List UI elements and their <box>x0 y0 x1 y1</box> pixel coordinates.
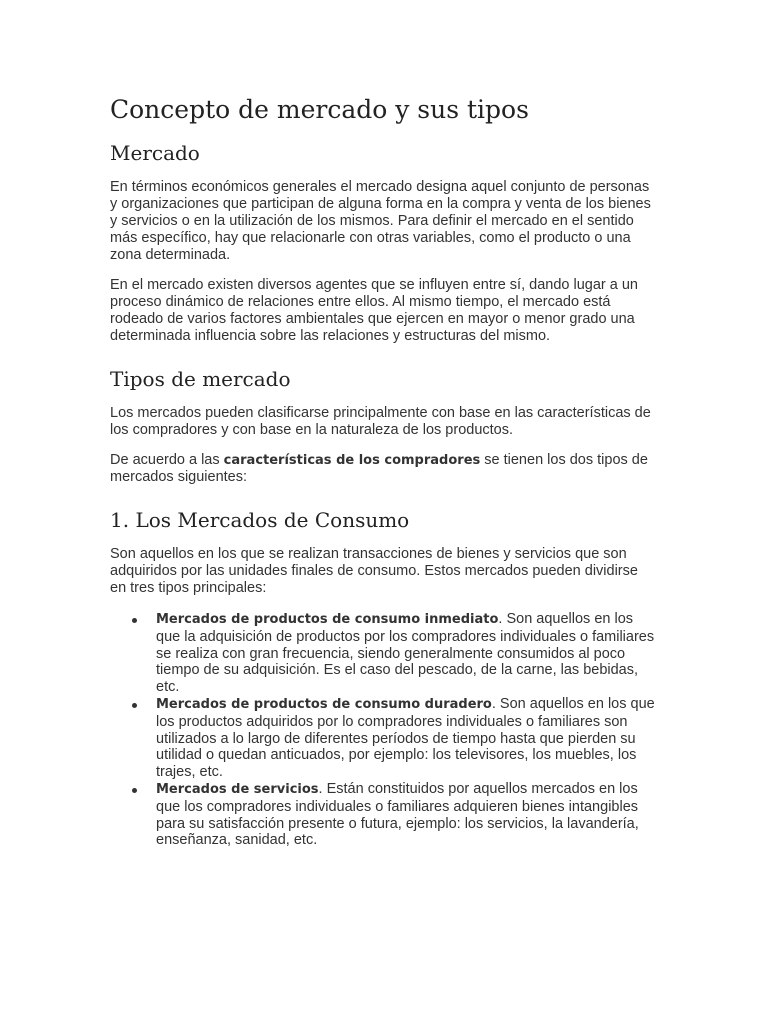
section-heading-tipos-de-mercado: Tipos de mercado <box>110 367 291 391</box>
market-types-list <box>110 611 658 849</box>
list-item-text: . Son aquellos en los que los productos adquiridos por lo compradores individuales o familiares son utilizados a lo largo de diferentes períodos de tiempo hasta que pierden su utilidad o quedan anticuados, por ejemplo: los televisores, los muebles, los trajes, etc. <box>156 695 655 781</box>
list-item-term: Mercados de servicios <box>156 781 319 797</box>
bullet-icon <box>132 788 137 793</box>
list-item-text: . Son aquellos en los que la adquisición de productos por los compradores individuales o familiares se realiza con gran frecuencia, siendo generalmente consumidos al poco tiempo de su adquisición. Es el caso del pescado, de la carne, las bebidas, etc. <box>156 611 655 696</box>
list-item <box>156 696 658 781</box>
section-heading-mercados-de-consumo: 1. Los Mercados de Consumo <box>110 508 410 532</box>
paragraph <box>110 452 658 486</box>
bold-term: características de los compradores <box>223 453 481 468</box>
paragraph: Los mercados pueden clasificarse principalmente con base en las características de los compradores y con base en la naturaleza de los productos. <box>110 405 651 438</box>
paragraph: En términos económicos generales el mercado designa aquel conjunto de personas y organizaciones que participan de alguna forma en la compra y venta de los bienes y servicios o en la utilización de los mismos. Para definir el mercado en el sentido más específico, hay que relacionarle con otras variables, como el producto o una zona determinada. <box>110 179 651 263</box>
paragraph: En el mercado existen diversos agentes que se influyen entre sí, dando lugar a un proceso dinámico de relaciones entre ellos. Al mismo tiempo, el mercado está rodeado de varios factores ambientales que ejercen en mayor o menor grado una determinada influencia sobre las relaciones y estructuras del mismo. <box>110 277 638 344</box>
list-item-text: . Están constituidos por aquellos mercados en los que los compradores individuales o familiares adquieren bienes intangibles para su satisfacción presente o futura, ejemplo: los servicios, la lavandería, enseñanza, sanidad, etc. <box>156 780 639 849</box>
list-item-term: Mercados de productos de consumo inmediato <box>156 612 499 627</box>
paragraph-text: De acuerdo a las <box>110 452 224 468</box>
list-item <box>156 611 658 696</box>
document-title: Concepto de mercado y sus tipos <box>110 95 529 124</box>
bullet-icon <box>132 703 137 708</box>
section-heading-mercado: Mercado <box>110 141 200 165</box>
paragraph-text: se tienen los dos tipos de mercados siguientes: <box>110 452 648 485</box>
paragraph: Son aquellos en los que se realizan transacciones de bienes y servicios que son adquiridos por las unidades finales de consumo. Estos mercados pueden dividirse en tres tipos principales: <box>110 546 638 596</box>
document-page <box>110 92 658 849</box>
list-item-term: Mercados de productos de consumo duradero <box>156 696 492 712</box>
list-item <box>156 781 658 849</box>
bullet-icon <box>132 618 137 623</box>
